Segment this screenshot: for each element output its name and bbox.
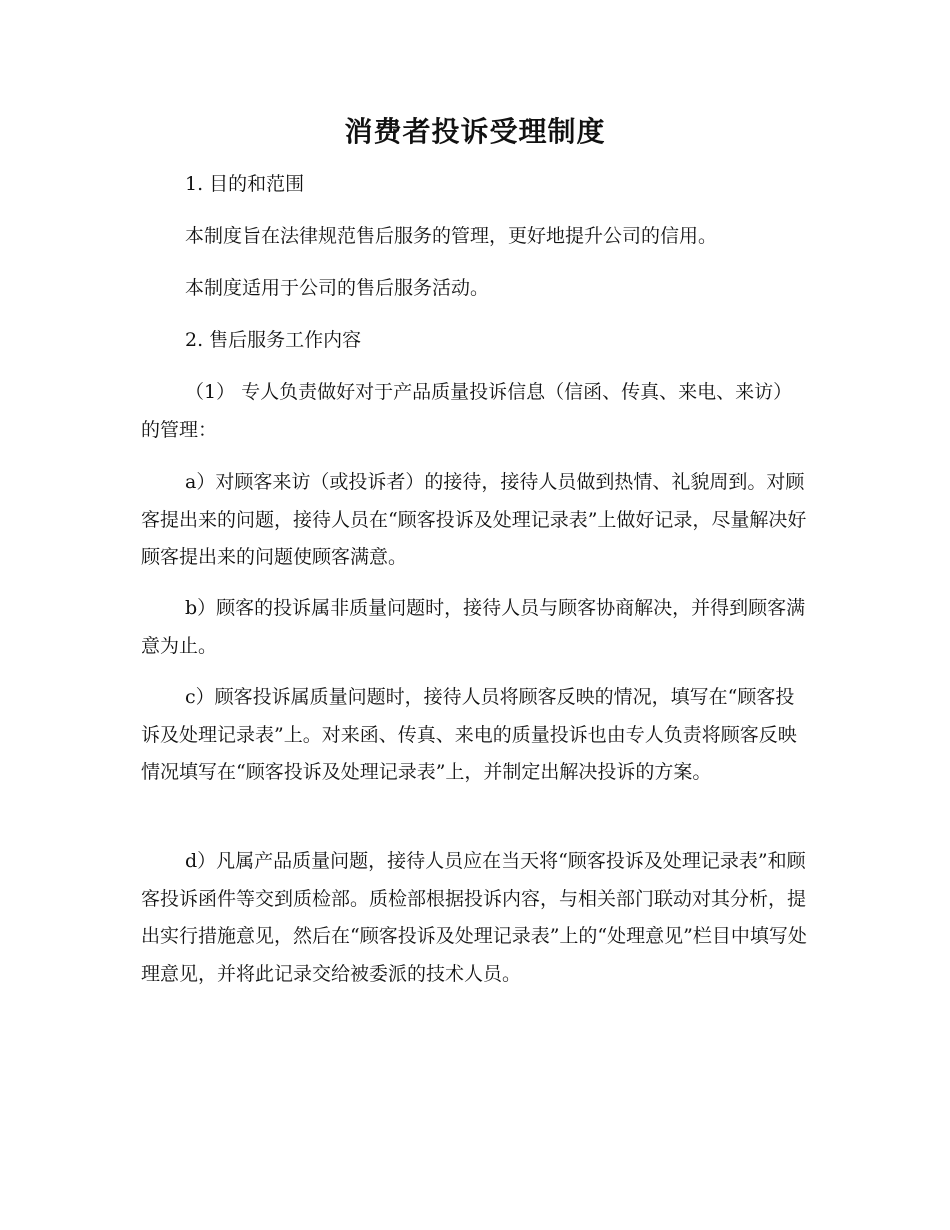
paragraph-item-1: （1） 专人负责做好对于产品质量投诉信息（信函、传真、来电、来访）的管理： [141,381,793,441]
document-title: 消费者投诉受理制度 [344,115,606,148]
paragraph-item-a: a）对顾客来访（或投诉者）的接待，接待人员做到热情、礼貌周到。对顾客提出来的问题，接待人员在“顾客投诉及处理记录表”上做好记录，尽量解决好顾客提出来的问题使顾客满意。 [141,471,807,568]
section-heading-purpose-scope: 1. 目的和范围 [185,173,305,195]
paragraph-scope: 本制度适用于公司的售后服务活动。 [185,277,490,299]
paragraph-purpose: 本制度旨在法律规范售后服务的管理，更好地提升公司的信用。 [185,225,718,247]
paragraph-item-c: c）顾客投诉属质量问题时，接待人员将顾客反映的情况，填写在“顾客投诉及处理记录表”上。对来函、传真、来电的质量投诉也由专人负责将顾客反映情况填写在“顾客投诉及处理记录表”上，并制定出解决投诉的方案。 [141,686,797,783]
paragraph-item-d: d）凡属产品质量问题，接待人员应在当天将“顾客投诉及处理记录表”和顾客投诉函件等交到质检部。质检部根据投诉内容，与相关部门联动对其分析，提出实行措施意见，然后在“顾客投诉及处理记录表”上的“处理意见”栏目中填写处理意见，并将此记录交给被委派的技术人员。 [141,850,807,985]
paragraph-item-b: b）顾客的投诉属非质量问题时，接待人员与顾客协商解决，并得到顾客满意为止。 [141,597,806,657]
section-heading-service-content: 2. 售后服务工作内容 [185,329,362,351]
